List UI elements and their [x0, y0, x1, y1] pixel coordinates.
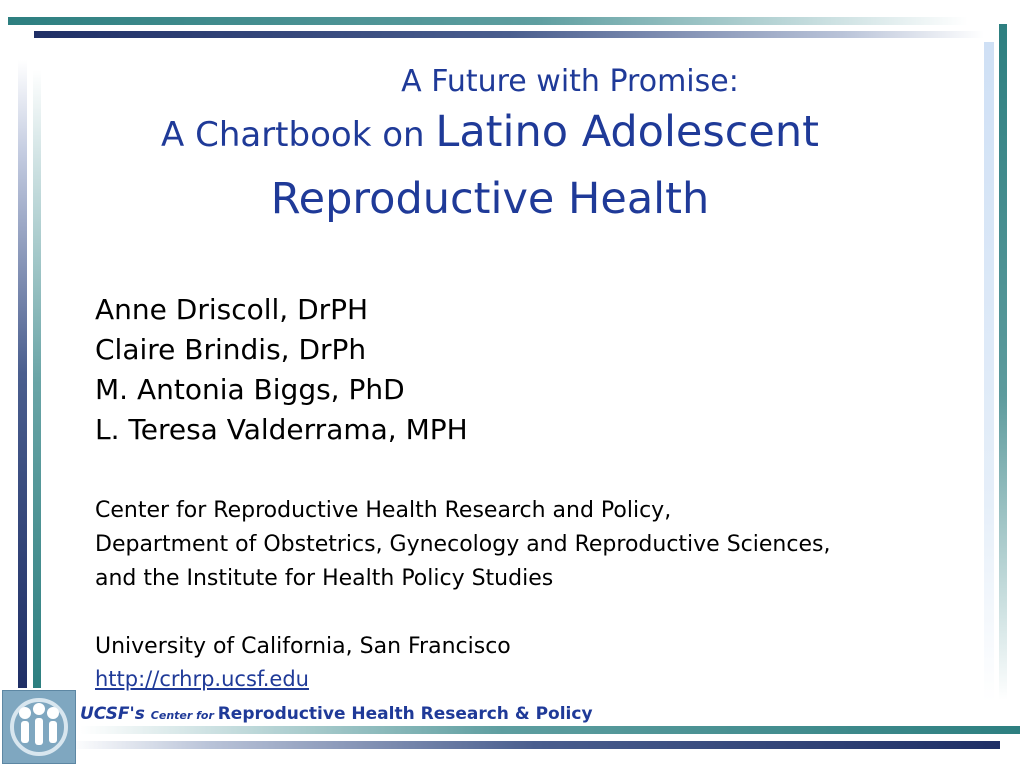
author-item: M. Antonia Biggs, PhD — [95, 373, 405, 406]
bottom-teal-bar — [80, 726, 1020, 734]
title-line-3: Reproductive Health — [270, 174, 710, 224]
website-link[interactable]: http://crhrp.ucsf.edu — [95, 667, 309, 691]
title-line-2-large: Latino Adolescent — [435, 107, 819, 157]
author-item: Claire Brindis, DrPh — [95, 333, 367, 366]
footer-organization — [80, 704, 593, 724]
affiliation-line: Department of Obstetrics, Gynecology and Reproductive Sciences, — [95, 532, 831, 557]
right-teal-bar — [999, 24, 1007, 700]
title-line-2 — [60, 104, 920, 169]
right-light-bar — [984, 42, 994, 702]
footer-ucsf: UCSF's — [80, 704, 151, 724]
affiliation-line: Center for Reproductive Health Research and Policy, — [95, 498, 672, 523]
affiliation-line: and the Institute for Health Policy Studies — [95, 566, 554, 591]
university-name: University of California, San Francisco — [95, 634, 511, 659]
footer-rest: Reproductive Health Research & Policy — [217, 704, 593, 724]
author-list — [95, 290, 468, 450]
footer-center-for: Center for — [150, 709, 218, 722]
family-figures-logo-icon — [2, 690, 76, 764]
slide-title — [60, 60, 920, 229]
title-line-2-small: A Chartbook on — [161, 115, 436, 155]
logo-graphic — [3, 691, 75, 763]
left-teal-bar — [33, 70, 41, 688]
author-item: Anne Driscoll, DrPH — [95, 293, 369, 326]
top-teal-bar — [8, 17, 968, 25]
title-line-1: A Future with Promise: — [401, 64, 739, 99]
top-navy-bar — [34, 31, 984, 38]
affiliation-block — [95, 494, 975, 596]
bottom-navy-bar — [70, 741, 1000, 749]
left-navy-bar — [18, 60, 27, 688]
author-item: L. Teresa Valderrama, MPH — [95, 413, 468, 446]
